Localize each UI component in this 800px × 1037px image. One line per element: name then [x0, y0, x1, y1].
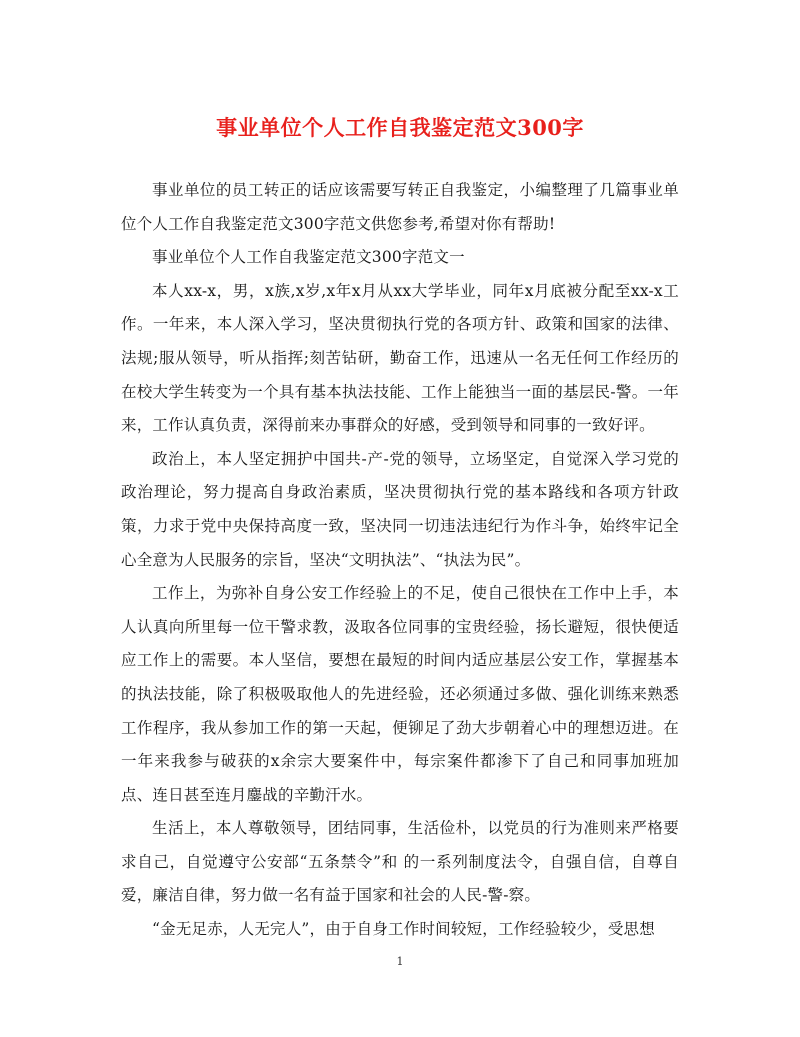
page-title: 事业单位个人工作自我鉴定范文300字: [216, 115, 584, 140]
paragraph-intro: 事业单位的员工转正的话应该需要写转正自我鉴定，小编整理了几篇事业单位个人工作自我鉴定范文300字范文供您参考,希望对你有帮助!: [121, 181, 679, 233]
paragraph-work: 工作上，为弥补自身公安工作经验上的不足，使自己很快在工作中上手，本人认真向所里每一位干警求教，汲取各位同事的宝贵经验，扬长避短，很快便适应工作上的需要。本人坚信，要想在最短的时间内适应基层公安工作，掌握基本的执法技能，除了积极吸取他人的先进经验，还必须通过多做、强化训练来熟悉工作程序，我从参加工作的第一天起，便铆足了劲大步朝着心中的理想迈进。在一年来我参与破获的x余宗大要案件中，每宗案件都渗下了自己和同事加班加点、连日甚至连月鏖战的辛勤汗水。: [121, 584, 679, 804]
page-number: 1: [396, 955, 404, 968]
paragraph-section-heading: 事业单位个人工作自我鉴定范文300字范文一: [152, 248, 465, 267]
paragraph-life: 生活上，本人尊敬领导，团结同事，生活俭朴，以党员的行为准则来严格要求自己，自觉遵守公安部“五条禁令”和 的一系列制度法令，自强自信，自尊自爱，廉洁自律，努力做一名有益于国家和社会的人民-警-察。: [121, 819, 679, 905]
paragraph-self-intro: 本人xx-x，男，x族,x岁,x年x月从xx大学毕业，同年x月底被分配至xx-x工作。一年来，本人深入学习，坚决贯彻执行党的各项方针、政策和国家的法律、法规;服从领导，听从指挥;刻苦钻研，勤奋工作，迅速从一名无任何工作经历的在校大学生转变为一个具有基本执法技能、工作上能独当一面的基层民-警。一年来，工作认真负责，深得前来办事群众的好感，受到领导和同事的一致好评。: [121, 281, 679, 435]
paragraph-politics: 政治上，本人坚定拥护中国共-产-党的领导，立场坚定，自觉深入学习党的政治理论，努力提高自身政治素质，坚决贯彻执行党的基本路线和各项方针政策，力求于党中央保持高度一致，坚决同一切违法违纪行为作斗争，始终牢记全心全意为人民服务的宗旨，坚决“文明执法”、“执法为民”。: [121, 449, 679, 569]
paragraph-shortcomings: “金无足赤，人无完人”，由于自身工作时间较短，工作经验较少，受思想: [152, 920, 655, 939]
document-body: [121, 174, 679, 947]
